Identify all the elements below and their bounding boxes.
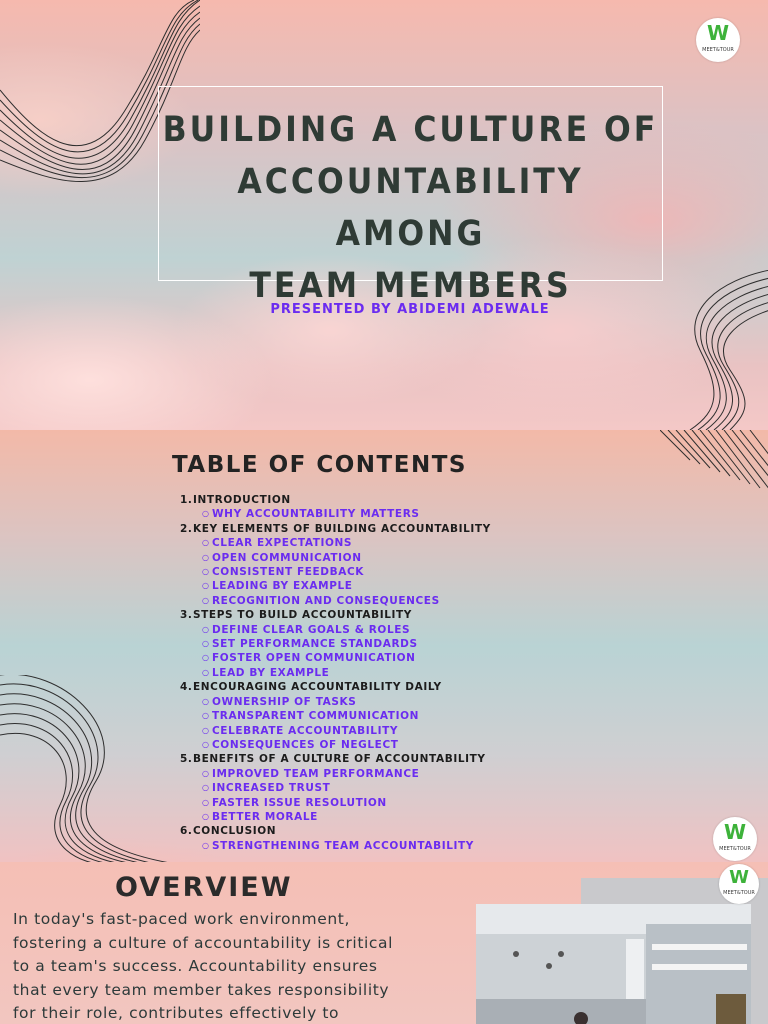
toc-subitem: ○ FOSTER OPEN COMMUNICATION <box>202 652 416 665</box>
overview-slide <box>0 862 768 1024</box>
toc-subitem: ○ STRENGTHENING TEAM ACCOUNTABILITY <box>202 839 474 852</box>
bullet-icon: ○ <box>202 739 210 749</box>
toc-subitem: ○ FASTER ISSUE RESOLUTION <box>202 796 387 809</box>
toc-list <box>180 493 491 853</box>
toc-subitem: ○ LEAD BY EXAMPLE <box>202 666 330 679</box>
brand-logo-overview: W MEET&TOUR <box>719 864 759 904</box>
toc-subitem: ○ IMPROVED TEAM PERFORMANCE <box>202 767 420 780</box>
toc-section: 4.ENCOURAGING ACCOUNTABILITY DAILY <box>180 681 442 694</box>
bullet-icon: ○ <box>202 725 210 735</box>
bullet-icon: ○ <box>202 538 210 548</box>
presenter-line: PRESENTED BY ABIDEMI ADEWALE <box>270 302 550 317</box>
bullet-icon: ○ <box>202 595 210 605</box>
bullet-icon: ○ <box>202 624 210 634</box>
toc-subitem: ○ OPEN COMMUNICATION <box>202 551 362 564</box>
toc-heading: TABLE OF CONTENTS <box>172 452 467 478</box>
toc-subitem: ○ CONSEQUENCES OF NEGLECT <box>202 738 399 751</box>
toc-section: 3.STEPS TO BUILD ACCOUNTABILITY <box>180 609 412 622</box>
bullet-icon: ○ <box>202 696 210 706</box>
toc-subitem: ○ CLEAR EXPECTATIONS <box>202 537 353 550</box>
bullet-icon: ○ <box>202 768 210 778</box>
toc-subitem: ○ DEFINE CLEAR GOALS & ROLES <box>202 623 411 636</box>
bullet-icon: ○ <box>202 653 210 663</box>
toc-section: 5.BENEFITS OF A CULTURE OF ACCOUNTABILITY <box>180 753 486 766</box>
bullet-icon: ○ <box>202 567 210 577</box>
bullet-icon: ○ <box>202 783 210 793</box>
page-title: BUILDING A CULTURE OF ACCOUNTABILITY AMONG TEAM MEMBERS <box>162 110 659 306</box>
toc-subitem: ○ OWNERSHIP OF TASKS <box>202 695 357 708</box>
toc-section: 6.CONCLUSION <box>180 825 277 838</box>
overview-heading: OVERVIEW <box>115 872 293 903</box>
toc-subitem: ○ BETTER MORALE <box>202 810 318 823</box>
toc-subitem: ○ CONSISTENT FEEDBACK <box>202 566 364 579</box>
bullet-icon: ○ <box>202 711 210 721</box>
bullet-icon: ○ <box>202 797 210 807</box>
toc-section: 1.INTRODUCTION <box>180 494 291 506</box>
toc-section: 2.KEY ELEMENTS OF BUILDING ACCOUNTABILITY <box>180 522 491 535</box>
toc-subitem: ○ WHY ACCOUNTABILITY MATTERS <box>202 508 420 521</box>
brand-logo-toc: W MEET&TOUR <box>713 817 757 861</box>
bullet-icon: ○ <box>202 581 210 591</box>
overview-body: In today's fast-paced work environment, fostering a culture of accountability is critical to a team's success. Accountability ensures that every team member takes responsibility for their role, contributes effectively to <box>13 910 394 1022</box>
wave-lines-decoration-left <box>0 675 170 862</box>
bullet-icon: ○ <box>202 552 210 562</box>
toc-subitem: ○ INCREASED TRUST <box>202 782 331 795</box>
bullet-icon: ○ <box>202 811 210 821</box>
toc-subitem: ○ SET PERFORMANCE STANDARDS <box>202 638 418 651</box>
toc-subitem: ○ RECOGNITION AND CONSEQUENCES <box>202 594 440 607</box>
toc-subitem: ○ TRANSPARENT COMMUNICATION <box>202 710 419 723</box>
bullet-icon: ○ <box>202 509 210 519</box>
office-photo <box>476 904 751 1024</box>
diagonal-lines-decoration <box>660 430 768 490</box>
wave-lines-decoration-right <box>660 270 768 430</box>
bullet-icon: ○ <box>202 639 210 649</box>
title-slide <box>0 0 768 430</box>
toc-subitem: ○ CELEBRATE ACCOUNTABILITY <box>202 724 399 737</box>
toc-slide <box>0 430 768 862</box>
bullet-icon: ○ <box>202 667 210 677</box>
bullet-icon: ○ <box>202 840 210 850</box>
toc-subitem: ○ LEADING BY EXAMPLE <box>202 580 353 593</box>
brand-logo: W MEET&TOUR <box>696 18 740 62</box>
